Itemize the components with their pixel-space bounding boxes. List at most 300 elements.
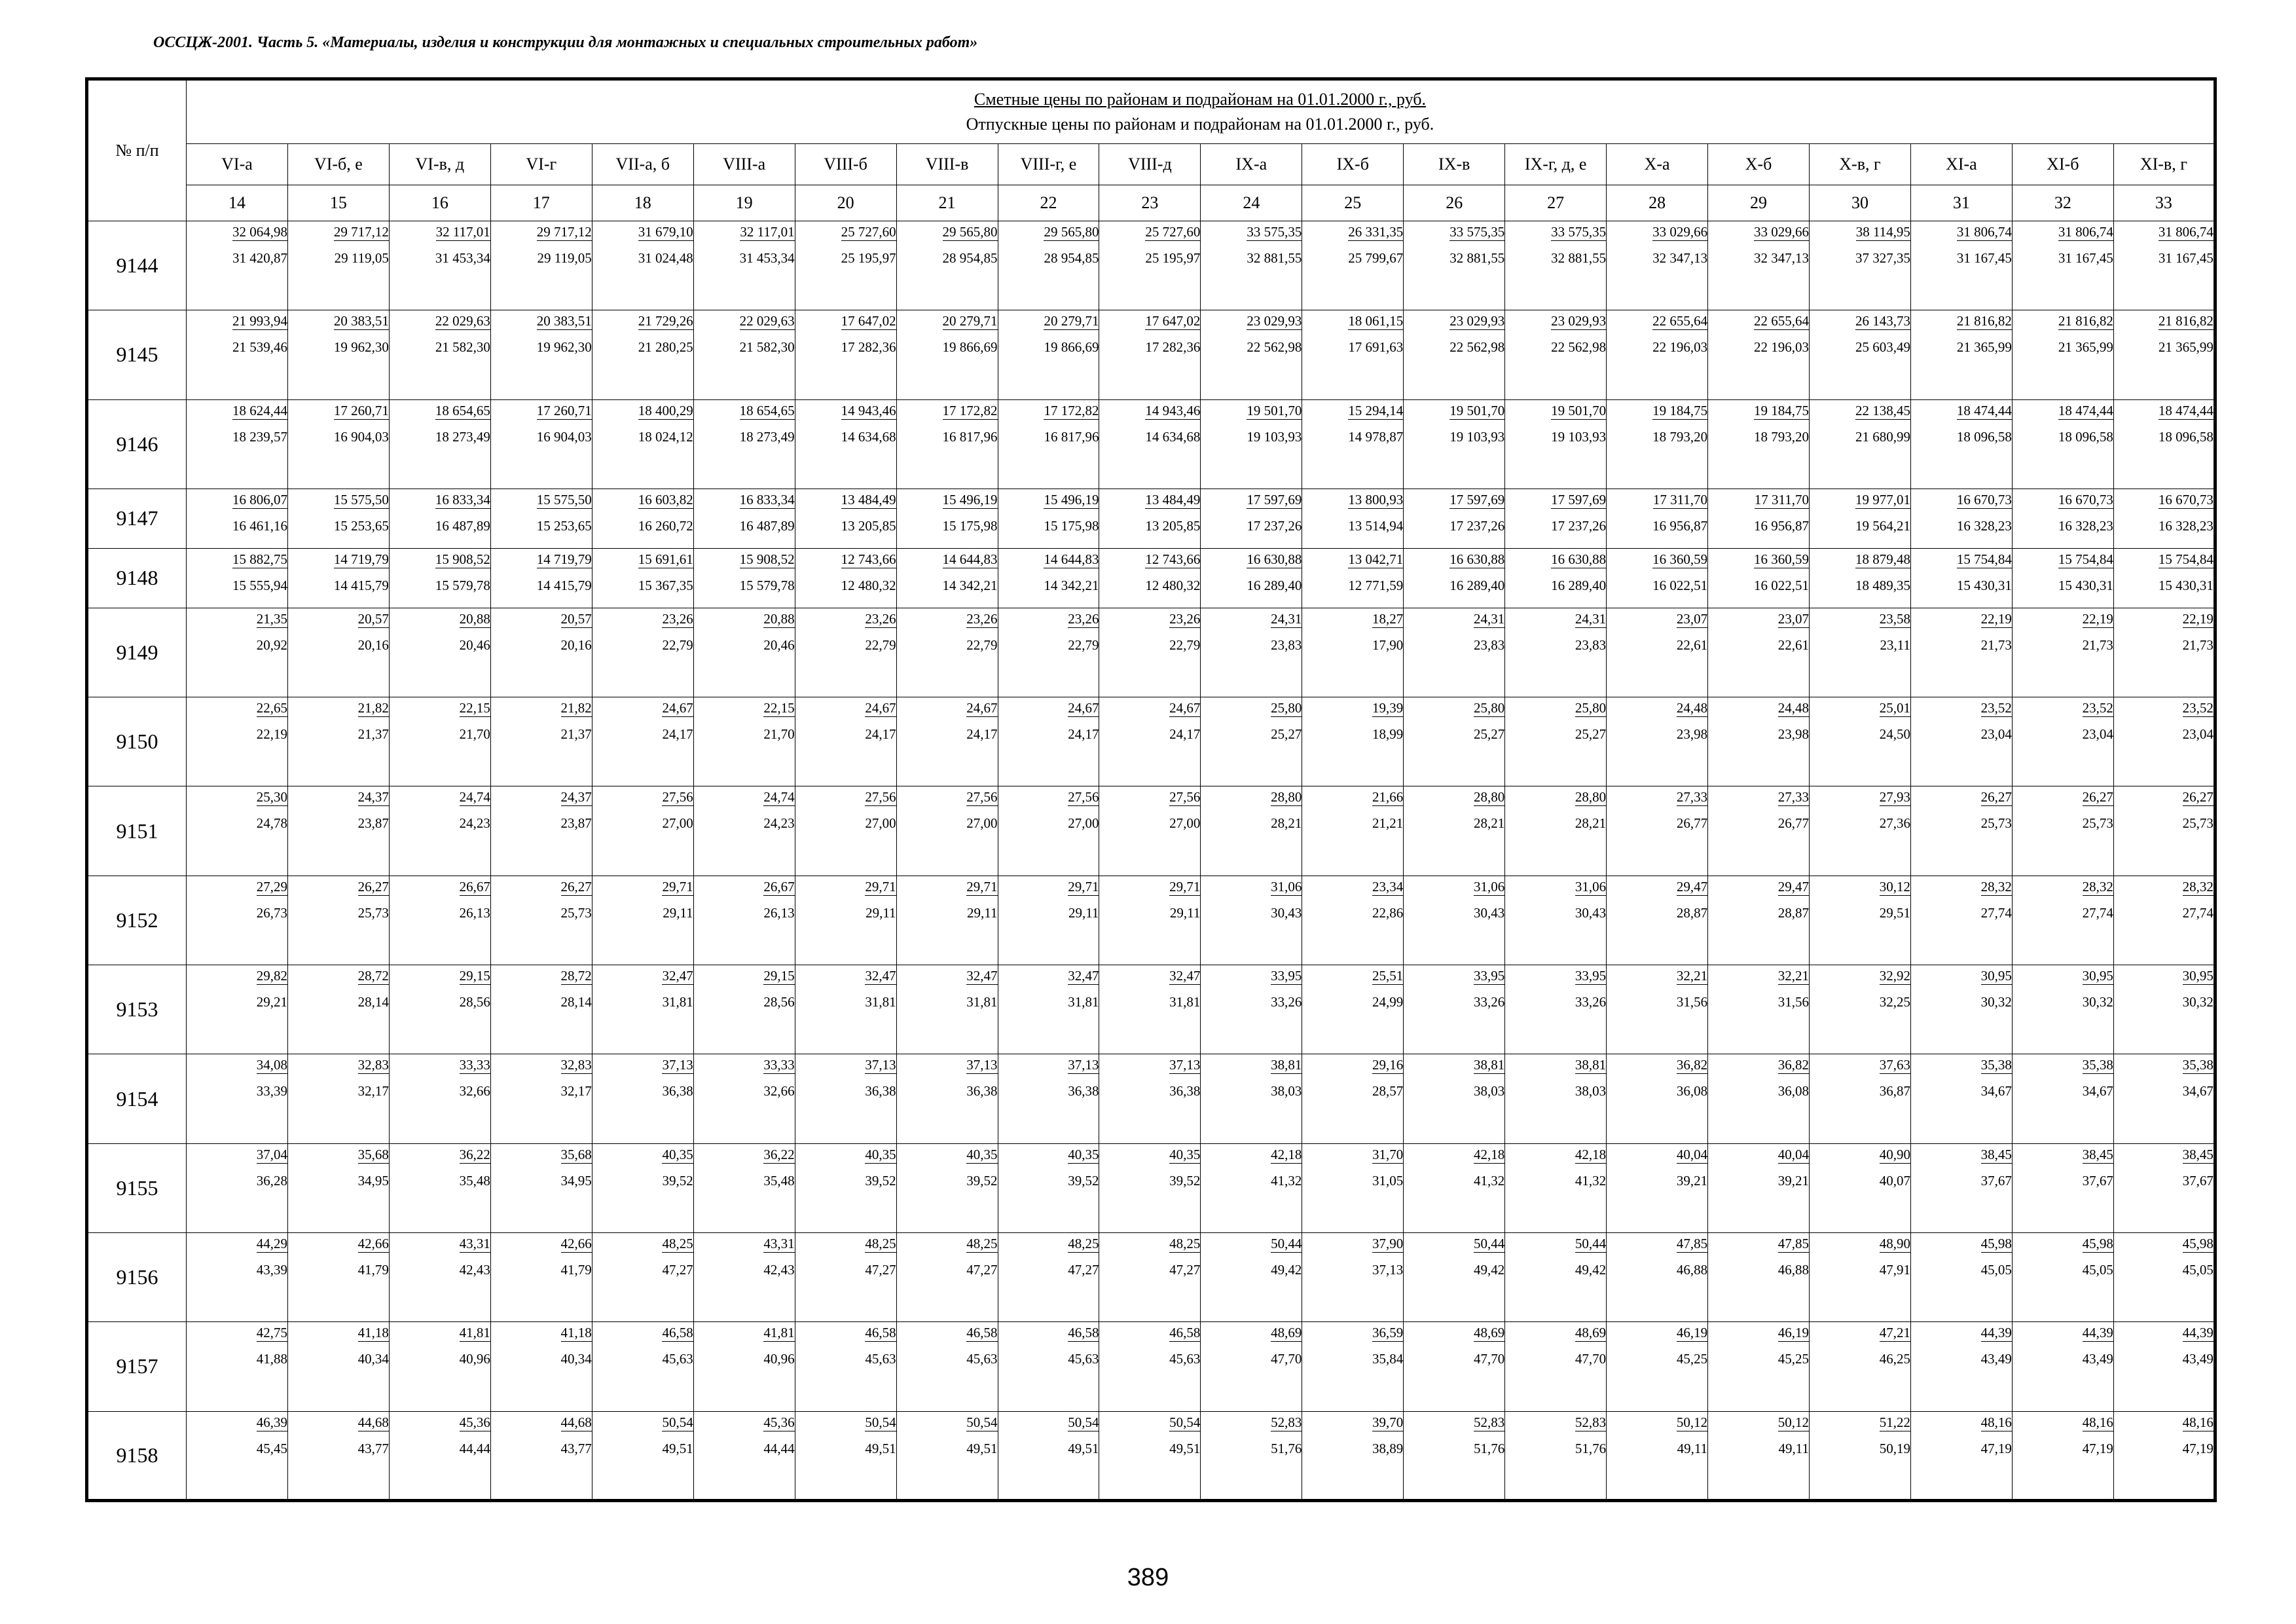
price-cell	[1607, 608, 1708, 697]
release-price: 23,83	[1271, 637, 1302, 653]
release-price: 30,32	[1980, 994, 2012, 1010]
release-price: 39,21	[1676, 1172, 1708, 1189]
price-cell	[1099, 965, 1201, 1054]
price-cell	[187, 310, 288, 399]
estimated-price: 37,13	[1169, 1057, 1201, 1073]
estimated-price: 18 474,44	[2158, 402, 2214, 418]
release-price: 16 328,23	[2158, 517, 2214, 534]
price-cell	[998, 1411, 1099, 1500]
release-price: 15 253,65	[536, 517, 592, 534]
estimated-price: 22,65	[256, 700, 287, 716]
estimated-price: 16 360,59	[1652, 551, 1708, 567]
estimated-price: 21,35	[256, 610, 287, 627]
column-number: 24	[1201, 185, 1302, 221]
release-price: 33,26	[1473, 994, 1505, 1010]
price-cell	[1404, 786, 1505, 876]
price-cell	[1505, 697, 1607, 786]
price-cell	[693, 1143, 795, 1232]
estimated-price: 16 670,73	[2058, 491, 2113, 507]
release-price: 47,19	[2082, 1440, 2113, 1456]
estimated-price: 38 114,95	[1855, 224, 1910, 240]
estimated-price: 20 383,51	[536, 313, 592, 329]
price-cell	[1910, 965, 2012, 1054]
table-row	[87, 1322, 2215, 1411]
estimated-price: 37,63	[1879, 1057, 1910, 1073]
release-price: 12 480,32	[841, 577, 896, 593]
price-cell	[1201, 1322, 1302, 1411]
release-price: 18 239,57	[232, 428, 287, 445]
price-cell	[998, 489, 1099, 548]
price-cell	[1201, 1232, 1302, 1321]
row-number: 9145	[87, 310, 187, 399]
estimated-price: 32 117,01	[435, 224, 490, 240]
price-cell	[187, 1054, 288, 1143]
release-price: 21 365,99	[1956, 339, 2012, 356]
estimated-price: 23,26	[662, 610, 693, 627]
price-cell	[592, 1054, 693, 1143]
estimated-price: 24,67	[966, 700, 998, 716]
table-row	[87, 697, 2215, 786]
price-cell	[693, 697, 795, 786]
estimated-price: 48,69	[1473, 1325, 1505, 1341]
release-price: 31 453,34	[435, 250, 490, 266]
price-cell	[2113, 221, 2215, 310]
price-cell	[1708, 608, 1810, 697]
release-price: 14 978,87	[1348, 428, 1404, 445]
estimated-price: 40,04	[1777, 1146, 1809, 1162]
price-cell	[490, 310, 592, 399]
release-price: 36,08	[1777, 1083, 1809, 1099]
release-price: 47,19	[2182, 1440, 2214, 1456]
release-price: 21 365,99	[2158, 339, 2214, 356]
release-price: 29,11	[1068, 904, 1099, 921]
price-cell	[1910, 786, 2012, 876]
release-price: 25,27	[1575, 726, 1607, 743]
release-price: 27,00	[1169, 815, 1201, 832]
estimated-price: 13 484,49	[841, 491, 896, 507]
release-price: 26,13	[459, 904, 490, 921]
price-cell	[1099, 310, 1201, 399]
estimated-price: 50,12	[1676, 1414, 1708, 1430]
price-cell	[1607, 1143, 1708, 1232]
estimated-price: 15 575,50	[536, 491, 592, 507]
row-number: 9151	[87, 786, 187, 876]
release-price: 35,48	[763, 1172, 795, 1189]
price-cell	[795, 697, 896, 786]
estimated-price: 16 833,34	[435, 491, 490, 507]
release-price: 49,51	[662, 1440, 693, 1456]
price-cell	[592, 489, 693, 548]
estimated-price: 50,54	[966, 1414, 998, 1430]
price-cell	[2113, 608, 2215, 697]
release-price: 36,38	[662, 1083, 693, 1099]
estimated-price: 37,90	[1372, 1235, 1404, 1251]
estimated-price: 24,67	[865, 700, 896, 716]
price-cell	[1708, 1232, 1810, 1321]
estimated-price: 30,95	[2182, 968, 2214, 984]
release-price: 13 205,85	[841, 517, 896, 534]
release-price: 18 096,58	[2058, 428, 2113, 445]
table-row	[87, 786, 2215, 876]
price-cell	[187, 608, 288, 697]
release-price: 21 582,30	[435, 339, 490, 356]
price-cell	[896, 1411, 998, 1500]
estimated-price: 17 260,71	[333, 402, 389, 418]
price-cell	[490, 1322, 592, 1411]
estimated-price: 25,01	[1879, 700, 1910, 716]
release-price: 25 799,67	[1348, 250, 1404, 266]
release-price: 23,98	[1676, 726, 1708, 743]
release-price: 16 904,03	[333, 428, 389, 445]
price-cell	[490, 489, 592, 548]
release-price: 14 415,79	[536, 577, 592, 593]
estimated-price: 15 882,75	[232, 551, 287, 567]
price-cell	[1910, 310, 2012, 399]
estimated-price: 25 727,60	[841, 224, 896, 240]
release-price: 49,11	[1778, 1440, 1809, 1456]
price-cell	[287, 697, 389, 786]
estimated-price: 20,57	[560, 610, 592, 627]
estimated-price: 29,82	[256, 968, 287, 984]
release-price: 16 817,96	[1044, 428, 1099, 445]
release-price: 13 205,85	[1145, 517, 1201, 534]
estimated-price: 37,13	[662, 1057, 693, 1073]
estimated-price: 24,48	[1777, 700, 1809, 716]
release-price: 15 253,65	[333, 517, 389, 534]
row-number: 9144	[87, 221, 187, 310]
estimated-price: 24,31	[1473, 610, 1505, 627]
row-number: 9152	[87, 876, 187, 965]
estimated-price: 27,93	[1879, 789, 1910, 805]
release-price: 16 956,87	[1754, 517, 1809, 534]
estimated-price: 13 484,49	[1145, 491, 1201, 507]
release-price: 15 367,35	[638, 577, 693, 593]
estimated-price: 47,85	[1676, 1235, 1708, 1251]
price-cell	[1099, 1411, 1201, 1500]
price-cell	[1607, 786, 1708, 876]
release-price: 37,67	[2082, 1172, 2113, 1189]
release-price: 21 365,99	[2058, 339, 2113, 356]
estimated-price: 24,37	[560, 789, 592, 805]
estimated-price: 36,82	[1777, 1057, 1809, 1073]
table-row	[87, 876, 2215, 965]
price-cell	[187, 548, 288, 608]
release-price: 28,57	[1372, 1083, 1404, 1099]
release-price: 28,14	[560, 994, 592, 1010]
column-number: 23	[1099, 185, 1201, 221]
price-cell	[1201, 697, 1302, 786]
estimated-price: 44,39	[2182, 1325, 2214, 1341]
price-table	[85, 77, 2217, 1502]
release-price: 45,45	[256, 1440, 287, 1456]
price-cell	[1302, 310, 1404, 399]
release-price: 35,84	[1372, 1351, 1404, 1367]
release-price: 16 487,89	[435, 517, 490, 534]
estimated-price: 23,34	[1372, 878, 1404, 895]
release-price: 34,95	[357, 1172, 389, 1189]
release-price: 31 167,45	[1956, 250, 2012, 266]
release-price: 34,67	[2082, 1083, 2113, 1099]
release-price: 12 771,59	[1348, 577, 1404, 593]
price-cell	[998, 1054, 1099, 1143]
column-number: 19	[693, 185, 795, 221]
estimated-price: 32,83	[560, 1057, 592, 1073]
release-price: 47,27	[1169, 1261, 1201, 1278]
estimated-price: 47,21	[1879, 1325, 1910, 1341]
estimated-price: 20,88	[763, 610, 795, 627]
release-price: 22,79	[662, 637, 693, 653]
estimated-price: 35,38	[2182, 1057, 2214, 1073]
release-price: 17 282,36	[1145, 339, 1201, 356]
release-price: 24,17	[865, 726, 896, 743]
estimated-price: 24,37	[357, 789, 389, 805]
release-price: 39,52	[966, 1172, 998, 1189]
estimated-price: 50,54	[1068, 1414, 1099, 1430]
release-price: 36,87	[1879, 1083, 1910, 1099]
release-price: 31 024,48	[638, 250, 693, 266]
price-cell	[1910, 221, 2012, 310]
price-cell	[1607, 1054, 1708, 1143]
estimated-price: 26,27	[560, 878, 592, 895]
price-cell	[1708, 399, 1810, 489]
estimated-price: 48,16	[2182, 1414, 2214, 1430]
estimated-price: 33 575,35	[1449, 224, 1505, 240]
estimated-price: 25,80	[1271, 700, 1302, 716]
price-cell	[592, 697, 693, 786]
price-cell	[287, 608, 389, 697]
price-cell	[1099, 548, 1201, 608]
price-cell	[998, 697, 1099, 786]
price-cell	[795, 489, 896, 548]
estimated-price: 45,36	[763, 1414, 795, 1430]
column-number: 15	[287, 185, 389, 221]
price-cell	[693, 876, 795, 965]
price-cell	[896, 876, 998, 965]
release-price: 21 582,30	[739, 339, 795, 356]
estimated-price: 27,29	[256, 878, 287, 895]
estimated-price: 15 908,52	[435, 551, 490, 567]
release-price: 38,03	[1473, 1083, 1505, 1099]
estimated-price: 44,39	[2082, 1325, 2113, 1341]
release-price: 47,70	[1271, 1351, 1302, 1367]
estimated-price: 17 172,82	[1044, 402, 1099, 418]
price-cell	[693, 489, 795, 548]
price-cell	[1404, 1054, 1505, 1143]
estimated-price: 17 172,82	[942, 402, 998, 418]
estimated-price: 14 943,46	[1145, 402, 1201, 418]
price-cell	[1910, 1411, 2012, 1500]
column-number: 26	[1404, 185, 1505, 221]
column-number: 18	[592, 185, 693, 221]
price-cell	[2113, 965, 2215, 1054]
row-number: 9149	[87, 608, 187, 697]
estimated-price: 25,80	[1575, 700, 1607, 716]
price-cell	[389, 1322, 490, 1411]
release-price: 16 289,40	[1449, 577, 1505, 593]
release-price: 24,17	[662, 726, 693, 743]
estimated-price: 50,54	[1169, 1414, 1201, 1430]
price-cell	[1505, 489, 1607, 548]
release-price: 36,28	[256, 1172, 287, 1189]
estimated-price: 29,71	[662, 878, 693, 895]
price-cell	[1708, 1322, 1810, 1411]
district-header: VIII-в	[896, 144, 998, 185]
district-header: VI-а	[187, 144, 288, 185]
estimated-price: 30,95	[1980, 968, 2012, 984]
estimated-price: 41,81	[763, 1325, 795, 1341]
estimated-price: 20 279,71	[1044, 313, 1099, 329]
estimated-price: 15 294,14	[1348, 402, 1404, 418]
row-number: 9148	[87, 548, 187, 608]
estimated-price: 15 496,19	[942, 491, 998, 507]
release-price: 21 680,99	[1855, 428, 1910, 445]
release-price: 14 634,68	[841, 428, 896, 445]
release-price: 23,98	[1777, 726, 1809, 743]
price-cell	[1708, 786, 1810, 876]
release-price: 51,76	[1575, 1440, 1607, 1456]
estimated-price: 40,35	[662, 1146, 693, 1162]
price-cell	[2012, 1143, 2113, 1232]
price-cell	[1201, 786, 1302, 876]
price-cell	[287, 876, 389, 965]
estimated-price: 23 029,93	[1551, 313, 1607, 329]
release-price: 23,11	[1880, 637, 1910, 653]
estimated-price: 50,44	[1271, 1235, 1302, 1251]
release-price: 29,11	[967, 904, 998, 921]
estimated-price: 26 331,35	[1348, 224, 1404, 240]
price-cell	[795, 1322, 896, 1411]
estimated-price: 38,45	[2082, 1146, 2113, 1162]
price-cell	[1404, 1322, 1505, 1411]
price-cell	[896, 1232, 998, 1321]
price-cell	[1404, 310, 1505, 399]
release-price: 35,48	[459, 1172, 490, 1189]
price-cell	[998, 876, 1099, 965]
price-cell	[592, 1411, 693, 1500]
release-price: 22 562,98	[1449, 339, 1505, 356]
release-price: 20,92	[256, 637, 287, 653]
estimated-price: 26,67	[459, 878, 490, 895]
price-cell	[1404, 1143, 1505, 1232]
release-price: 39,52	[865, 1172, 896, 1189]
estimated-price: 28,32	[2182, 878, 2214, 895]
estimated-price: 23,26	[865, 610, 896, 627]
column-number: 33	[2113, 185, 2215, 221]
release-price: 36,38	[1169, 1083, 1201, 1099]
table-row	[87, 548, 2215, 608]
release-price: 25,27	[1271, 726, 1302, 743]
release-price: 21,21	[1372, 815, 1404, 832]
release-price: 29,11	[866, 904, 896, 921]
release-price: 20,16	[357, 637, 389, 653]
table-row	[87, 221, 2215, 310]
estimated-price: 42,18	[1473, 1146, 1505, 1162]
price-cell	[490, 786, 592, 876]
price-cell	[896, 786, 998, 876]
estimated-price: 48,90	[1879, 1235, 1910, 1251]
price-cell	[1607, 697, 1708, 786]
price-cell	[2012, 399, 2113, 489]
estimated-price: 17 260,71	[536, 402, 592, 418]
price-cell	[1302, 1232, 1404, 1321]
release-price: 31,81	[1169, 994, 1201, 1010]
estimated-price: 48,25	[865, 1235, 896, 1251]
release-price: 25,73	[1980, 815, 2012, 832]
price-cell	[187, 965, 288, 1054]
price-cell	[795, 310, 896, 399]
table-row	[87, 1411, 2215, 1500]
release-price: 15 579,78	[739, 577, 795, 593]
estimated-price: 24,48	[1676, 700, 1708, 716]
price-cell	[1302, 1143, 1404, 1232]
price-cell	[1404, 548, 1505, 608]
estimated-price: 43,31	[459, 1235, 490, 1251]
district-header: XI-б	[2012, 144, 2113, 185]
price-cell	[592, 786, 693, 876]
estimated-price: 39,70	[1372, 1414, 1404, 1430]
estimated-price: 15 754,84	[2158, 551, 2214, 567]
column-number: 17	[490, 185, 592, 221]
price-cell	[1810, 489, 1911, 548]
price-cell	[287, 310, 389, 399]
estimated-price: 30,12	[1879, 878, 1910, 895]
estimated-price: 15 496,19	[1044, 491, 1099, 507]
price-cell	[693, 548, 795, 608]
estimated-price: 26,27	[2182, 789, 2214, 805]
price-cell	[1607, 965, 1708, 1054]
release-price: 15 430,31	[2158, 577, 2214, 593]
estimated-price: 20,88	[459, 610, 490, 627]
price-cell	[896, 548, 998, 608]
release-price: 31 167,45	[2158, 250, 2214, 266]
price-cell	[998, 786, 1099, 876]
release-price: 19 866,69	[942, 339, 998, 356]
table-row	[87, 1054, 2215, 1143]
release-price: 23,83	[1575, 637, 1607, 653]
estimated-price: 29 565,80	[942, 224, 998, 240]
price-cell	[1201, 1054, 1302, 1143]
price-cell	[490, 965, 592, 1054]
price-cell	[1404, 399, 1505, 489]
price-cell	[592, 310, 693, 399]
release-price: 25,73	[357, 904, 389, 921]
release-price: 47,27	[1068, 1261, 1099, 1278]
estimated-price: 46,58	[662, 1325, 693, 1341]
price-cell	[1810, 608, 1911, 697]
price-cell	[1607, 399, 1708, 489]
price-cell	[1810, 548, 1911, 608]
estimated-price: 38,45	[1980, 1146, 2012, 1162]
release-price: 22,86	[1372, 904, 1404, 921]
estimated-price: 19 184,75	[1652, 402, 1708, 418]
price-cell	[389, 548, 490, 608]
release-price: 17 282,36	[841, 339, 896, 356]
estimated-price: 42,18	[1575, 1146, 1607, 1162]
estimated-price: 22 655,64	[1652, 313, 1708, 329]
price-cell	[389, 608, 490, 697]
release-price: 24,99	[1372, 994, 1404, 1010]
release-price: 34,95	[560, 1172, 592, 1189]
estimated-price: 21 729,26	[638, 313, 693, 329]
price-cell	[389, 1054, 490, 1143]
price-cell	[2113, 1322, 2215, 1411]
release-price: 24,17	[1169, 726, 1201, 743]
estimated-price: 21 816,82	[2158, 313, 2214, 329]
estimated-price: 18 400,29	[638, 402, 693, 418]
table-body	[87, 221, 2215, 1501]
release-price: 46,88	[1676, 1261, 1708, 1278]
price-cell	[1099, 697, 1201, 786]
